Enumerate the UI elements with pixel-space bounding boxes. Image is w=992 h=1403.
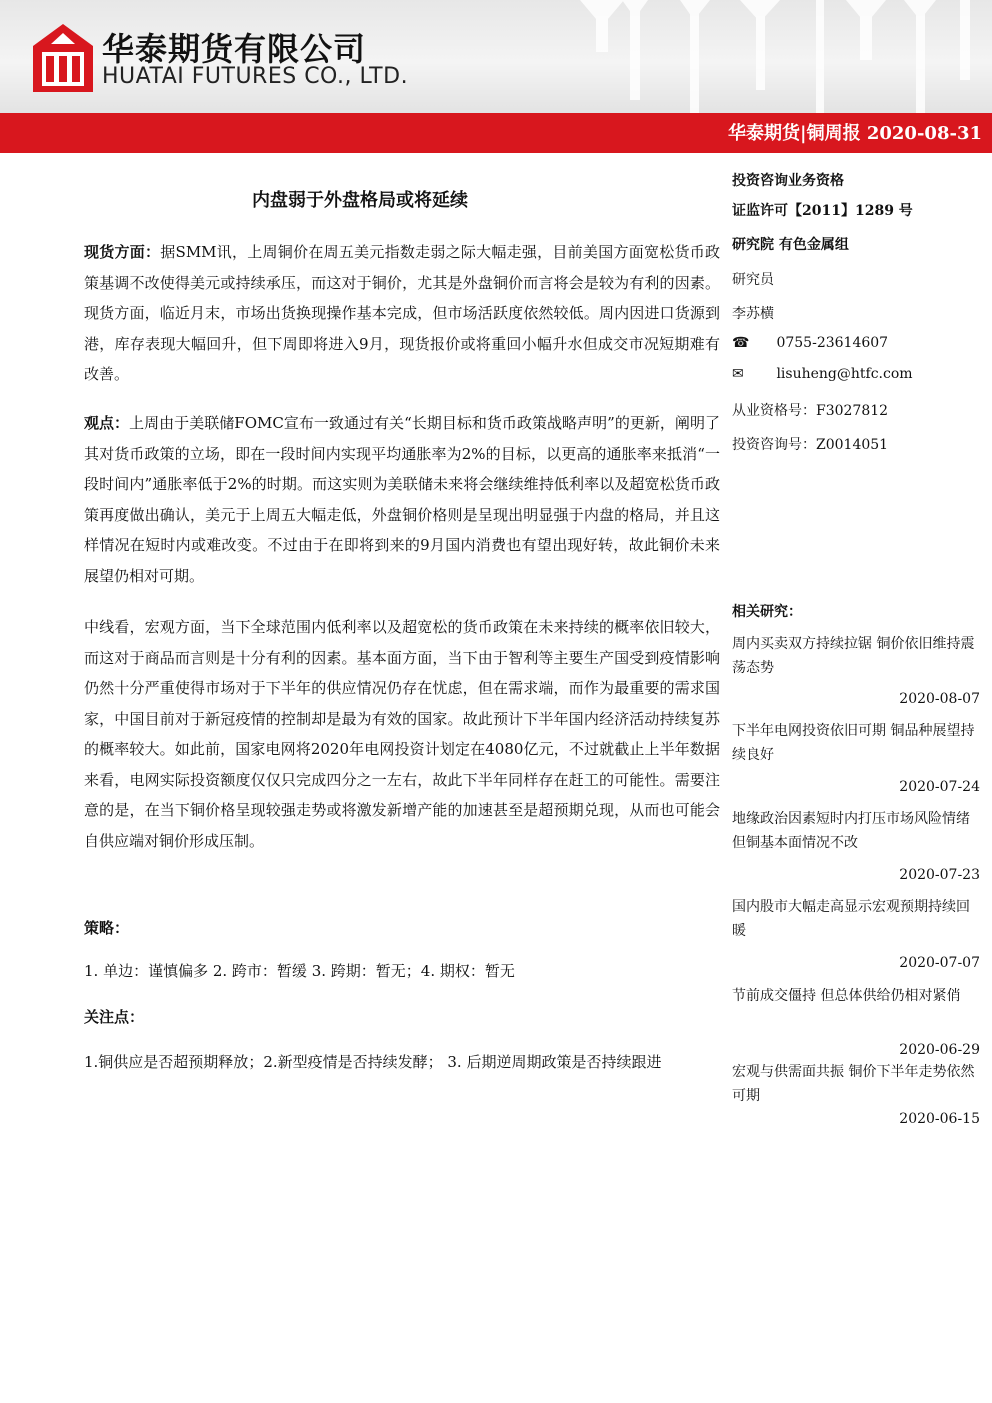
related-item-title[interactable]: 周内买卖双方持续拉锯 铜价依旧维持震荡态势 [732, 636, 975, 676]
report-banner-text: 华泰期货|铜周报 2020-08-31 [728, 123, 982, 144]
related-item-date: 2020-08-07 [899, 691, 980, 707]
related-item-date: 2020-06-15 [899, 1111, 980, 1127]
phone-row [732, 335, 888, 351]
header [0, 0, 992, 113]
certificate-number: 从业资格号：F3027812 [732, 403, 889, 419]
related-item-title[interactable]: 宏观与供需面共振 铜价下半年走势依然可期 [732, 1064, 975, 1104]
related-research-title: 相关研究： [732, 604, 802, 620]
spot-label: 现货方面： [84, 243, 161, 261]
envelope-icon: ✉ [732, 366, 744, 382]
focus-text: 1.铜供应是否超预期释放；2.新型疫情是否持续发酵； 3. 后期逆周期政策是否持续跟进 [84, 1053, 662, 1071]
related-item-date: 2020-07-24 [899, 779, 980, 795]
email-row [732, 366, 913, 382]
qualification-title: 投资咨询业务资格 [732, 173, 844, 189]
analyst-name: 李苏横 [732, 306, 774, 322]
department: 研究院 有色金属组 [732, 237, 849, 253]
related-item-title[interactable]: 下半年电网投资依旧可期 铜品种展望持续良好 [732, 723, 975, 763]
related-item-title[interactable]: 国内股市大幅走高显示宏观预期持续回暖 [732, 899, 970, 939]
related-item-date: 2020-06-29 [899, 1042, 980, 1058]
phone-icon: ☎ [732, 335, 750, 351]
related-item-title[interactable]: 节前成交僵持 但总体供给仍相对紧俏 [732, 988, 961, 1004]
focus-label: 关注点： [84, 1008, 145, 1026]
consult-number: 投资咨询号：Z0014051 [732, 437, 889, 453]
mid-paragraph: 中线看，宏观方面，当下全球范围内低利率以及超宽松的货币政策在未来持续的概率依旧较大，而这对于商品而言则是十分有利的因素。基本面方面，当下由于智利等主要生产国受到疫情影响仍然十分严重使得市场对于下半年的供应情况仍存在忧虑，但在需求端，而作为最重要的需求国家，中国目前对于新冠疫情的控制却是最为有效的国家。故此预计下半年国内经济活动持续复苏的概率较大。如此前，国家电网将2020年电网投资计划定在4080亿元，不过就截止上半年数据来看，电网实际投资额度仅仅只完成四分之一左右，故此下半年同样存在赶工的可能性。需要注意的是，在当下铜价格呈现较强走势或将激发新增产能的加速甚至是超预期兑现，从而也可能会自供应端对铜价形成压制。 [84, 618, 720, 850]
company-logo-icon [33, 24, 93, 92]
strategy-text: 1. 单边：谨慎偏多 2. 跨市：暂缓 3. 跨期：暂无；4. 期权：暂无 [84, 962, 515, 980]
related-item-date: 2020-07-07 [899, 955, 980, 971]
phone-number: 0755-23614607 [776, 335, 889, 351]
related-item-date: 2020-07-23 [899, 867, 980, 883]
spot-paragraph [84, 237, 720, 390]
report-title: 内盘弱于外盘格局或将延续 [252, 190, 468, 211]
company-name-en: HUATAI FUTURES CO., LTD. [102, 64, 409, 89]
view-label: 观点： [84, 414, 130, 432]
spot-text: 据SMM讯，上周铜价在周五美元指数走弱之际大幅走强，目前美国方面宽松货币政策基调不改使得美元或持续承压，而这对于铜价，尤其是外盘铜价而言将会是较为有利的因素。现货方面，临近月末，市场出货换现操作基本完成，但市场活跃度依然较低。周内因进口货源到港，库存表现大幅回升，但下周即将进入9月，现货报价或将重回小幅升水但成交市况短期难有改善。 [84, 243, 720, 383]
strategy-label: 策略： [84, 919, 130, 937]
email-address[interactable]: lisuheng@htfc.com [776, 366, 913, 382]
company-name-cn: 华泰期货有限公司 [102, 30, 367, 68]
related-item-title[interactable]: 地缘政治因素短时内打压市场风险情绪 但铜基本面情况不改 [732, 811, 970, 851]
analyst-role: 研究员 [732, 272, 774, 288]
view-paragraph [84, 408, 720, 591]
license-number: 证监许可【2011】1289 号 [732, 203, 913, 219]
report-banner [0, 113, 992, 153]
view-text: 上周由于美联储FOMC宣布一致通过有关“长期目标和货币政策战略声明”的更新，阐明了其对货币政策的立场，即在一段时间内实现平均通胀率为2%的目标，以更高的通胀率来抵消“一段时间内”通胀率低于2%的时期。而这实则为美联储未来将会继续维持低利率以及超宽松货币政策再度做出确认，美元于上周五大幅走低，外盘铜价格则是呈现出明显强于内盘的格局，并且这样情况在短时内或难改变。不过由于在即将到来的9月国内消费也有望出现好转，故此铜价未来展望仍相对可期。 [84, 414, 720, 585]
header-decoration [560, 0, 992, 113]
